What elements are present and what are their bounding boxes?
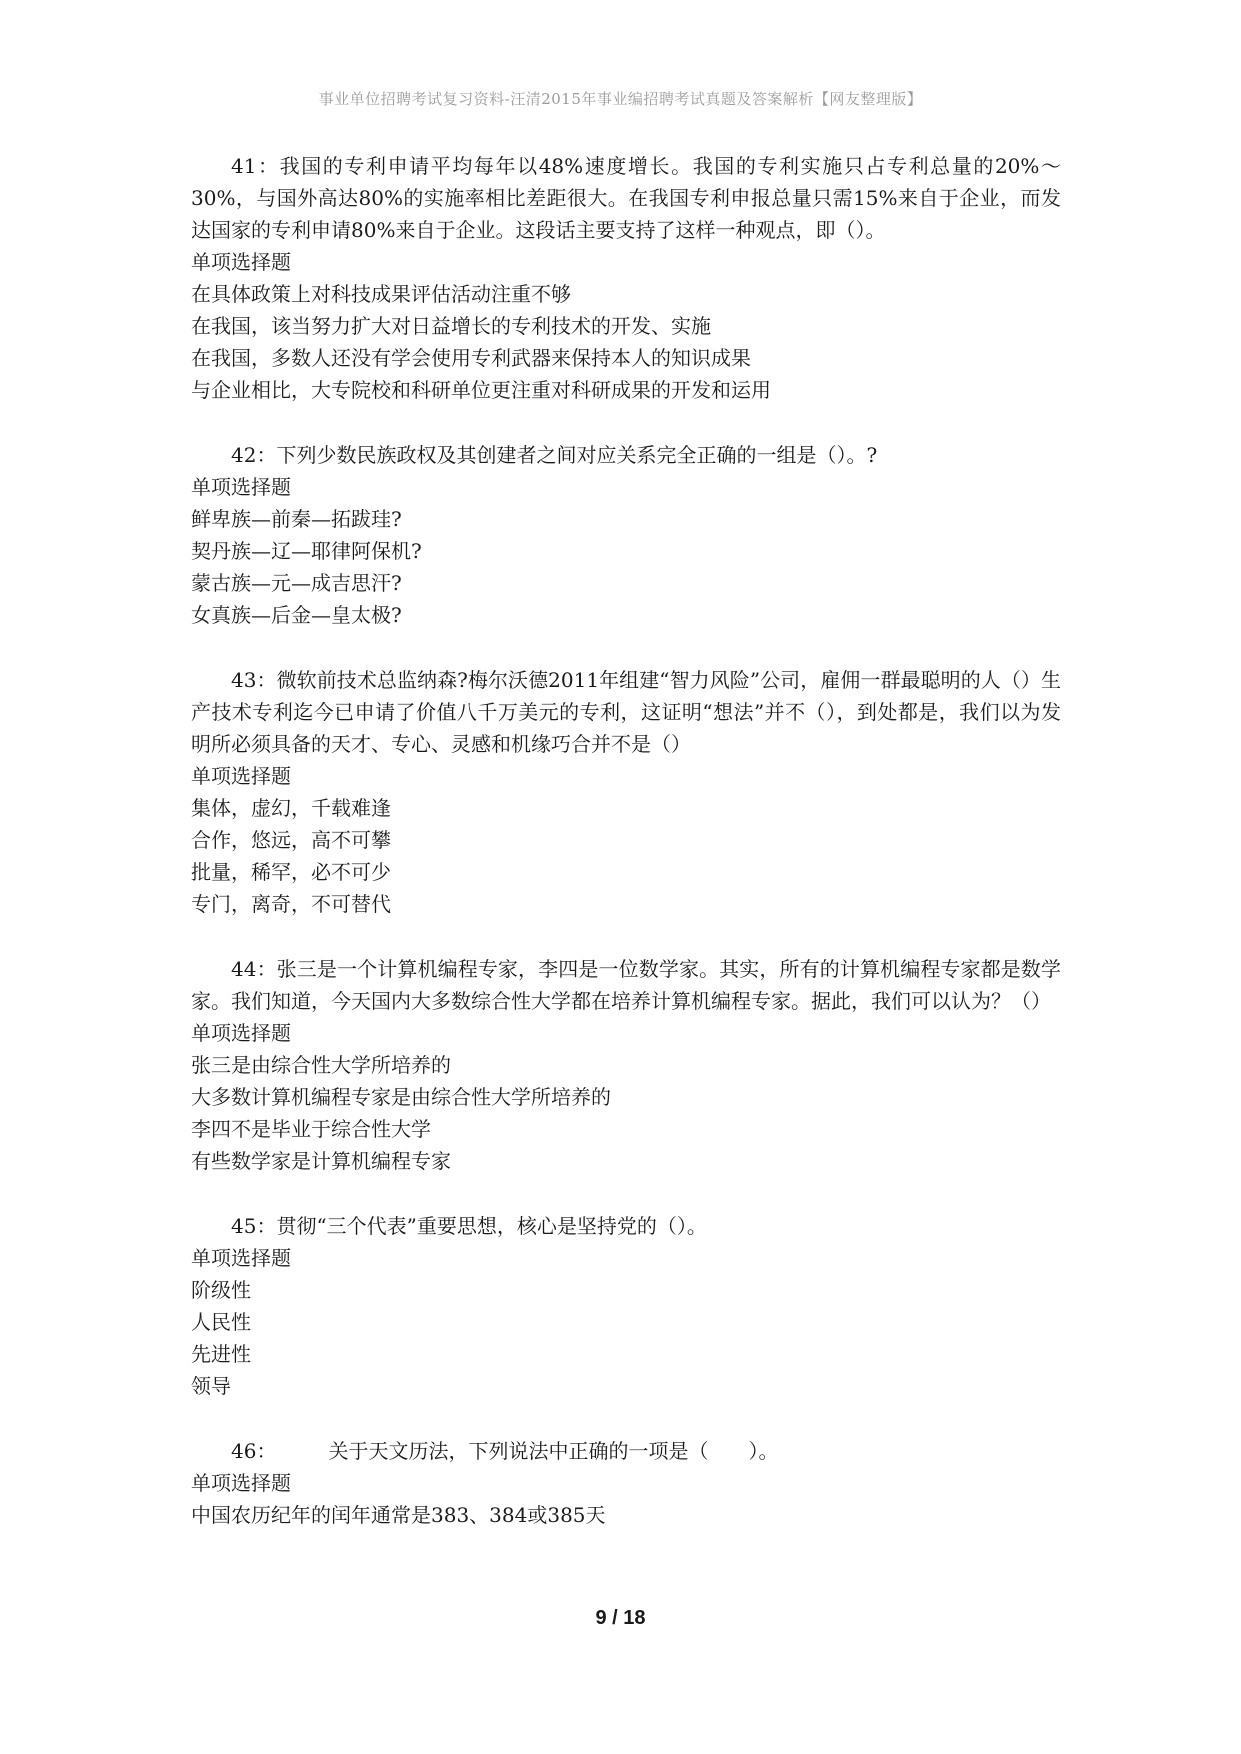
- option: 契丹族—辽—耶律阿保机?: [191, 539, 422, 563]
- option: 与企业相比，大专院校和科研单位更注重对科研成果的开发和运用: [191, 378, 771, 402]
- question-type: 单项选择题: [191, 1021, 291, 1045]
- question-type: 单项选择题: [191, 250, 291, 274]
- running-header: 事业单位招聘考试复习资料-汪清2015年事业编招聘考试真题及答案解析【网友整理版】: [318, 90, 923, 108]
- question-41: [191, 150, 1061, 406]
- option: 有些数学家是计算机编程专家: [191, 1149, 451, 1173]
- question-43: [191, 664, 1061, 920]
- option: 集体，虚幻，千载难逢: [191, 796, 391, 820]
- question-type: 单项选择题: [191, 1246, 291, 1270]
- question-stem: 44：张三是一个计算机编程专家，李四是一位数学家。其实，所有的计算机编程专家都是数学家。我们知道，今天国内大多数综合性大学都在培养计算机编程专家。据此，我们可以认为？（）: [191, 957, 1061, 1013]
- option: 在我国，该当努力扩大对日益增长的专利技术的开发、实施: [191, 314, 711, 338]
- question-46: [191, 1435, 1061, 1531]
- question-44: [191, 953, 1061, 1177]
- page-number: 9 / 18: [595, 1607, 646, 1629]
- question-type: 单项选择题: [191, 475, 291, 499]
- option: 鲜卑族—前秦—拓跋珪?: [191, 507, 402, 531]
- question-stem-text: 关于天文历法，下列说法中正确的一项是（ ）。: [328, 1439, 779, 1463]
- document-body: [191, 150, 1061, 1564]
- option: 领导: [191, 1374, 231, 1398]
- option: 中国农历纪年的闰年通常是383、384或385天: [191, 1503, 606, 1527]
- option: 批量，稀罕，必不可少: [191, 860, 391, 884]
- question-42: [191, 439, 1061, 631]
- option: 先进性: [191, 1342, 251, 1366]
- option: 合作，悠远，高不可攀: [191, 828, 391, 852]
- question-45: [191, 1210, 1061, 1402]
- option: 蒙古族—元—成吉思汗?: [191, 571, 402, 595]
- option: 大多数计算机编程专家是由综合性大学所培养的: [191, 1085, 611, 1109]
- question-type: 单项选择题: [191, 1471, 291, 1495]
- option: 李四不是毕业于综合性大学: [191, 1117, 431, 1141]
- option: 人民性: [191, 1310, 251, 1334]
- option: 女真族—后金—皇太极?: [191, 603, 402, 627]
- question-stem: 43：微软前技术总监纳森?梅尔沃德2011年组建“智力风险”公司，雇佣一群最聪明的人（）生产技术专利迄今已申请了价值八千万美元的专利，这证明“想法”并不（），到处都是，我们以为发明所必须具备的天才、专心、灵感和机缘巧合并不是（）: [191, 668, 1061, 756]
- question-type: 单项选择题: [191, 764, 291, 788]
- question-stem: 42：下列少数民族政权及其创建者之间对应关系完全正确的一组是（）。?: [231, 443, 878, 467]
- question-stem: 45：贯彻“三个代表”重要思想，核心是坚持党的（）。: [231, 1214, 707, 1238]
- question-number: 46：: [231, 1439, 277, 1463]
- question-stem: [191, 1435, 1061, 1467]
- option: 在具体政策上对科技成果评估活动注重不够: [191, 282, 571, 306]
- option: 阶级性: [191, 1278, 251, 1302]
- option: 在我国，多数人还没有学会使用专利武器来保持本人的知识成果: [191, 346, 751, 370]
- option: 专门，离奇，不可替代: [191, 892, 391, 916]
- question-stem: 41：我国的专利申请平均每年以48%速度增长。我国的专利实施只占专利总量的20%～30%，与国外高达80%的实施率相比差距很大。在我国专利申报总量只需15%来自于企业，而发达国家的专利申请80%来自于企业。这段话主要支持了这样一种观点，即（）。: [191, 154, 1061, 242]
- option: 张三是由综合性大学所培养的: [191, 1053, 451, 1077]
